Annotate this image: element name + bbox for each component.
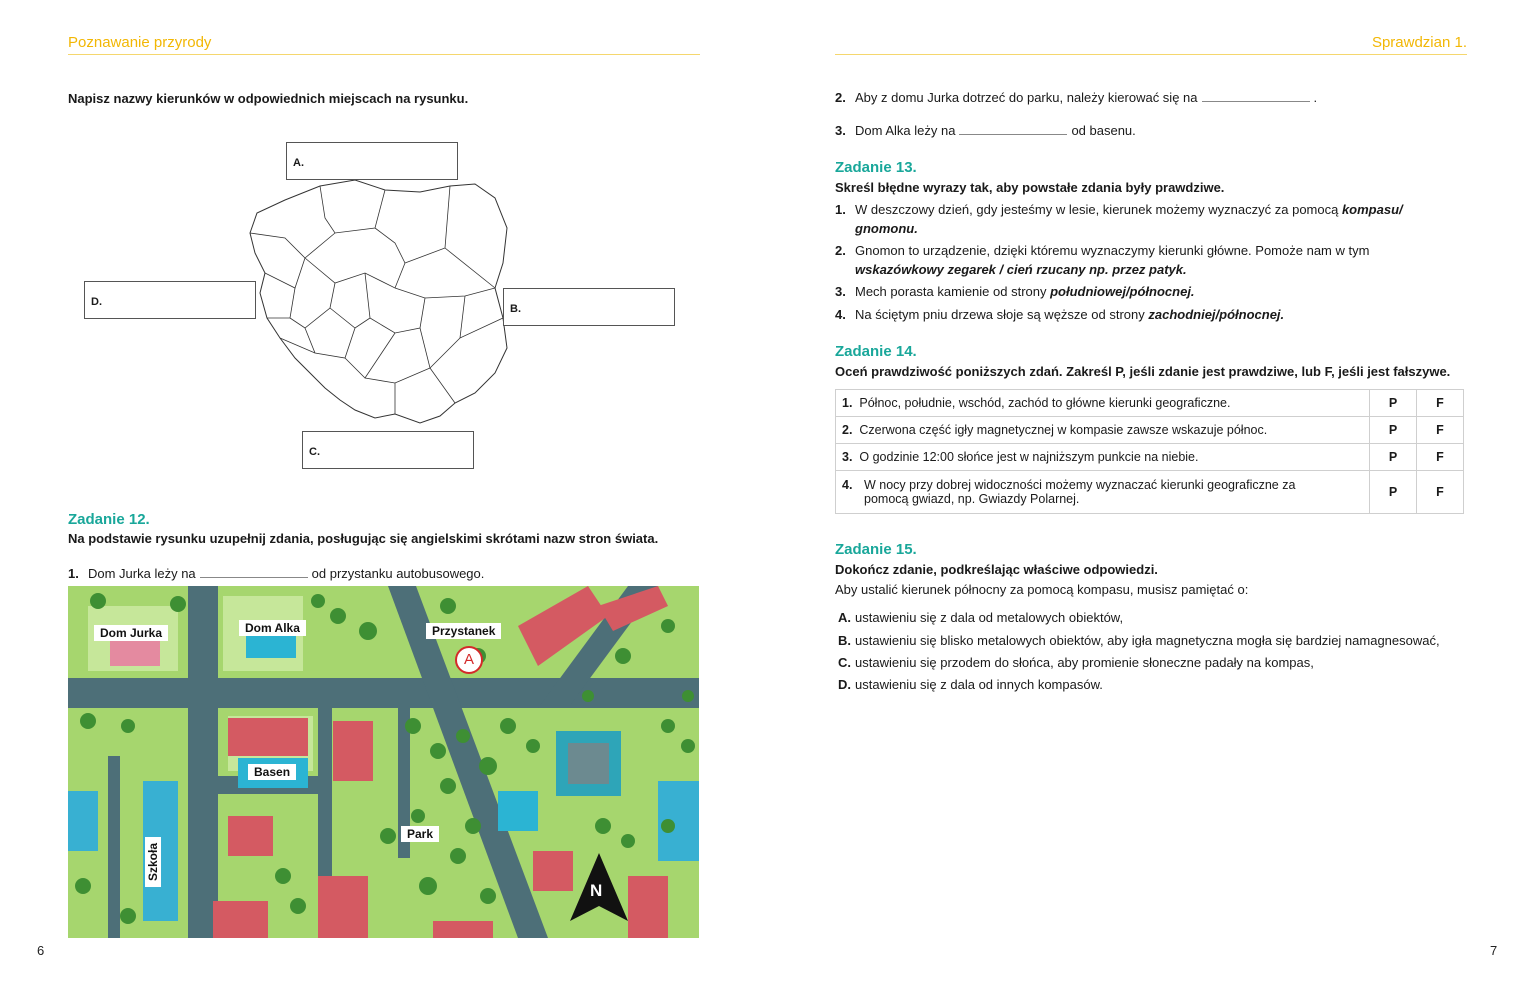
box-d-label: D. [91, 296, 102, 308]
zadanie12-instruction: Na podstawie rysunku uzupełnij zdania, posługując się angielskimi skrótami nazw stron świata. [68, 531, 659, 546]
item-number: 1. [835, 202, 846, 217]
f-choice[interactable]: F [1417, 471, 1464, 514]
map-label-basen: Basen [248, 764, 296, 780]
item-choice[interactable]: południowej/północnej. [1050, 284, 1195, 299]
option-text: ustawieniu się z dala od metalowych obiektów, [855, 610, 1124, 625]
zadanie15-lead: Aby ustalić kierunek północny za pomocą kompasu, musisz pamiętać o: [835, 582, 1249, 597]
item-choice[interactable]: zachodniej/północnej. [1148, 307, 1285, 322]
box-c-label: C. [309, 446, 320, 458]
statement-text: O godzinie 12:00 słońce jest w najniższym punkcie na niebie. [859, 450, 1199, 464]
zadanie14-title: Zadanie 14. [835, 343, 917, 360]
statement-text: W nocy przy dobrej widoczności możemy wyznaczać kierunki geograficzne za pomocą gwiazd, np. Gwiazdy Polarnej. [864, 478, 1296, 506]
statement-cell [836, 417, 1370, 444]
direction-box-b[interactable] [503, 288, 675, 326]
zadanie13-item4 [835, 305, 1455, 324]
option-text: ustawieniu się blisko metalowych obiektów, aby igła magnetyczna mogła się bardziej namagnesować, [855, 633, 1440, 648]
direction-box-a[interactable] [286, 142, 458, 180]
item-text: Mech porasta kamienie od strony [855, 284, 1051, 299]
row-number: 3. [842, 450, 853, 464]
true-false-table [835, 389, 1464, 514]
zadanie13-item2 [835, 241, 1455, 279]
row-number: 1. [842, 396, 853, 410]
row-number: 4. [842, 478, 853, 492]
item-number: 3. [835, 123, 846, 138]
poland-outline [250, 180, 507, 423]
right-page-number: 7 [1490, 943, 1498, 958]
statement-cell [836, 444, 1370, 471]
zadanie14-instruction: Oceń prawdziwość poniższych zdań. Zakreśl P, jeśli zdanie jest prawdziwe, lub F, jeśli jest fałszywe. [835, 364, 1451, 379]
box-a-label: A. [293, 157, 304, 169]
map-label-przystanek: Przystanek [426, 623, 501, 639]
map-label-dom-alka: Dom Alka [239, 620, 306, 636]
row-number: 2. [842, 423, 853, 437]
map-instruction: Napisz nazwy kierunków w odpowiednich miejscach na rysunku. [68, 91, 469, 106]
statement-text: Północ, południe, wschód, zachód to główne kierunki geograficzne. [859, 396, 1231, 410]
item-text-before: Dom Jurka leży na [88, 566, 196, 581]
option-text: ustawieniu się z dala od innych kompasów. [855, 677, 1103, 692]
option-letter: D. [838, 677, 851, 692]
f-choice[interactable]: F [1417, 417, 1464, 444]
item-number: 1. [68, 566, 79, 581]
item-choice-2[interactable]: gnomonu. [855, 221, 918, 236]
item-text-after: od basenu. [1071, 123, 1136, 138]
statement-text: Czerwona część igły magnetycznej w kompasie zawsze wskazuje północ. [859, 423, 1268, 437]
zadanie13-item1 [835, 200, 1455, 238]
town-map [68, 586, 699, 938]
statement-cell [836, 471, 1370, 514]
item-number: 2. [835, 90, 846, 105]
item-number: 4. [835, 307, 846, 322]
f-choice[interactable]: F [1417, 390, 1464, 417]
item-text-after: od przystanku autobusowego. [311, 566, 485, 581]
zadanie13-item3 [835, 282, 1455, 301]
option-text: ustawieniu się przodem do słońca, aby promienie słoneczne padały na kompas, [855, 655, 1314, 670]
p-choice[interactable]: P [1370, 471, 1417, 514]
map-label-park: Park [401, 826, 439, 842]
box-b-label: B. [510, 303, 521, 315]
zadanie12-item2 [835, 88, 1317, 107]
item-text-after: . [1313, 90, 1318, 105]
zadanie15-instruction: Dokończ zdanie, podkreślając właściwe odpowiedzi. [835, 562, 1158, 577]
item-text: Gnomon to urządzenie, dzięki któremu wyznaczymy kierunki główne. Pomoże nam w tym [855, 243, 1370, 258]
zadanie13-title: Zadanie 13. [835, 159, 917, 176]
left-header: Poznawanie przyrody [68, 34, 212, 51]
table-row [836, 390, 1464, 417]
item-choice[interactable]: kompasu/ [1341, 202, 1403, 217]
p-choice[interactable]: P [1370, 444, 1417, 471]
option-d[interactable] [838, 677, 1103, 692]
answer-blank[interactable] [1202, 89, 1310, 102]
zadanie13-instruction: Skreśl błędne wyrazy tak, aby powstałe zdania były prawdziwe. [835, 180, 1225, 195]
zadanie12-title: Zadanie 12. [68, 511, 150, 528]
left-header-rule [68, 54, 700, 55]
option-letter: B. [838, 633, 851, 648]
bus-stop-icon: A [455, 646, 483, 674]
option-a[interactable] [838, 610, 1123, 625]
map-label-szkola: Szkoła [145, 837, 161, 887]
statement-cell [836, 390, 1370, 417]
right-header: Sprawdzian 1. [1371, 34, 1467, 51]
option-b[interactable] [838, 633, 1440, 648]
table-row [836, 417, 1464, 444]
answer-blank[interactable] [959, 122, 1067, 135]
poland-map [245, 178, 515, 428]
zadanie12-item1 [68, 564, 484, 583]
item-text-before: Aby z domu Jurka dotrzeć do parku, należy kierować się na [855, 90, 1198, 105]
item-text: W deszczowy dzień, gdy jesteśmy w lesie, kierunek możemy wyznaczyć za pomocą [855, 202, 1342, 217]
map-label-dom-jurka: Dom Jurka [94, 625, 168, 641]
answer-blank[interactable] [200, 565, 308, 578]
item-number: 2. [835, 243, 846, 258]
zadanie15-title: Zadanie 15. [835, 541, 917, 558]
north-label: N [590, 881, 603, 900]
option-letter: A. [838, 610, 851, 625]
table-row [836, 444, 1464, 471]
p-choice[interactable]: P [1370, 390, 1417, 417]
table-row [836, 471, 1464, 514]
item-number: 3. [835, 284, 846, 299]
left-page-number: 6 [37, 943, 45, 958]
item-text: Na ściętym pniu drzewa słoje są węższe od strony [855, 307, 1149, 322]
direction-box-c[interactable] [302, 431, 474, 469]
zadanie12-item3 [835, 121, 1136, 140]
option-letter: C. [838, 655, 851, 670]
f-choice[interactable]: F [1417, 444, 1464, 471]
item-text-before: Dom Alka leży na [855, 123, 956, 138]
direction-box-d[interactable] [84, 281, 256, 319]
item-choice[interactable]: wskazówkowy zegarek / cień rzucany np. przez patyk. [855, 262, 1187, 277]
option-c[interactable] [838, 655, 1314, 670]
p-choice[interactable]: P [1370, 417, 1417, 444]
right-header-rule [835, 54, 1467, 55]
